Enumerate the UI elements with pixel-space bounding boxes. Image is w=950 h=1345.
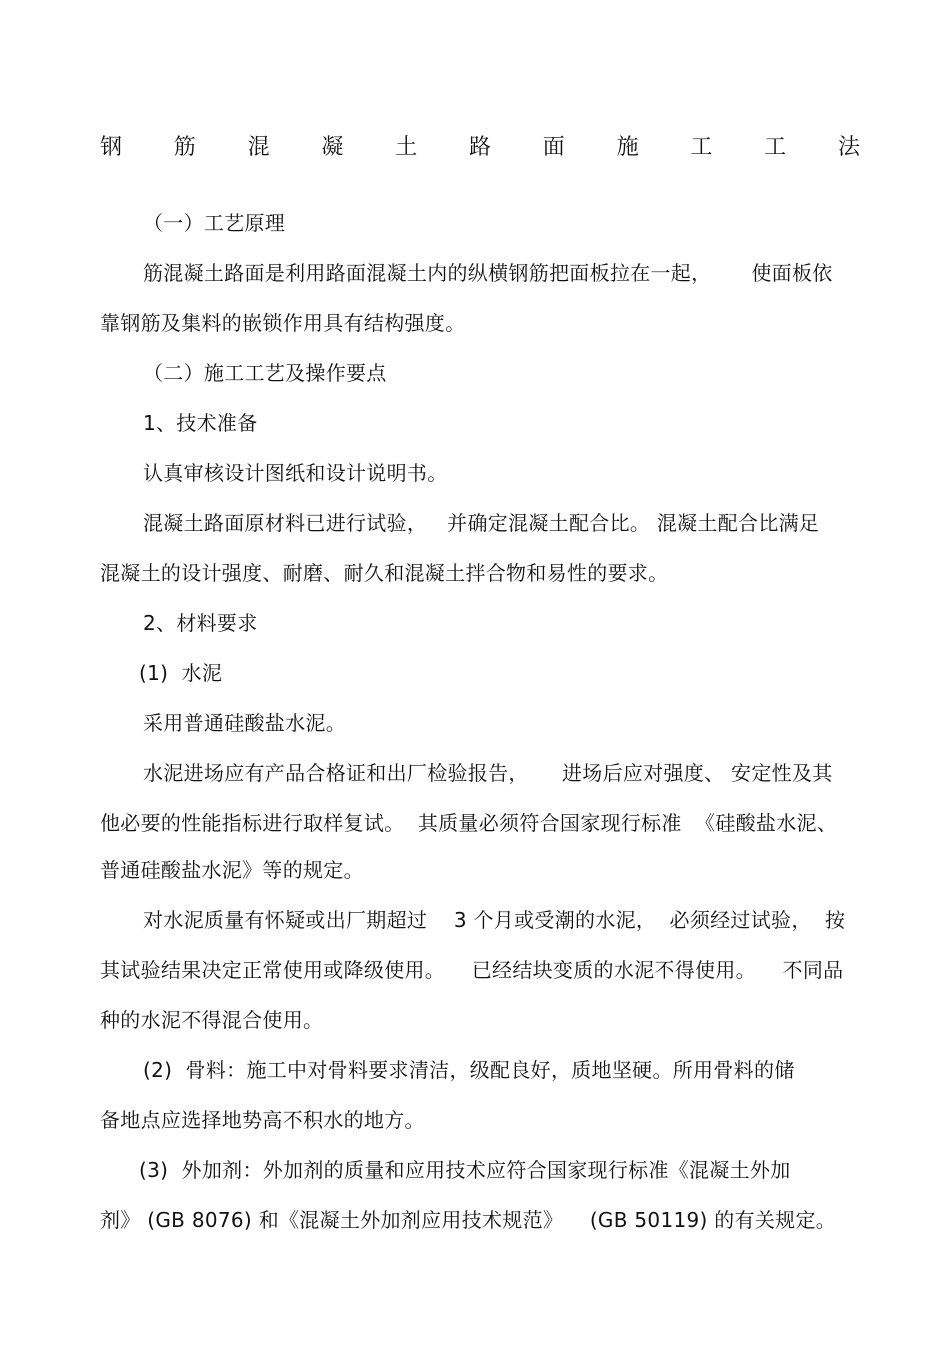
- paragraph-line: 采用普通硅酸盐水泥。: [143, 711, 346, 735]
- item-aggregate: (2) 骨料：施工中对骨料要求清洁，级配良好，质地坚硬。所用骨料的储: [143, 1058, 795, 1082]
- title-char: 钢: [100, 135, 123, 160]
- paragraph-line: 靠钢筋及集料的嵌锁作用具有结构强度。: [100, 311, 466, 335]
- paragraph-line: 水泥进场应有产品合格证和出厂检验报告， 进场后应对强度、 安定性及其: [143, 761, 833, 785]
- section-heading-process: （二）施工工艺及操作要点: [143, 361, 387, 385]
- title-char: 土: [395, 135, 418, 160]
- title-char: 工: [690, 135, 713, 160]
- title-char: 工: [764, 135, 787, 160]
- paragraph-line: 其试验结果决定正常使用或降级使用。 已经结块变质的水泥不得使用。 不同品: [100, 958, 844, 982]
- title-char: 面: [542, 135, 565, 160]
- paragraph-line: 备地点应选择地势高不积水的地方。: [100, 1108, 425, 1132]
- paragraph-line: 普通硅酸盐水泥》等的规定。: [100, 858, 364, 882]
- title-char: 筋: [173, 135, 196, 160]
- title-char: 法: [837, 135, 860, 160]
- subsection-heading-tech-prep: 1、技术准备: [143, 411, 258, 435]
- item-admixture: (3) 外加剂：外加剂的质量和应用技术应符合国家现行标准《混凝土外加: [139, 1158, 791, 1182]
- document-title: [100, 128, 860, 168]
- paragraph-line: 剂》 (GB 8076) 和《混凝土外加剂应用技术规范》 (GB 50119) 的有关规定。: [100, 1208, 837, 1232]
- paragraph-line: 混凝土的设计强度、耐磨、耐久和混凝土拌合物和易性的要求。: [100, 561, 669, 585]
- title-char: 路: [468, 135, 491, 160]
- subsection-heading-materials: 2、材料要求: [143, 611, 258, 635]
- paragraph-line: 混凝土路面原材料已进行试验， 并确定混凝土配合比。 混凝土配合比满足: [143, 511, 820, 535]
- title-char: 凝: [321, 135, 344, 160]
- paragraph-line: 认真审核设计图纸和设计说明书。: [143, 461, 448, 485]
- paragraph-line: 对水泥质量有怀疑或出厂期超过 3 个月或受潮的水泥， 必须经过试验， 按: [143, 908, 846, 932]
- title-char: 混: [247, 135, 270, 160]
- paragraph-line: 筋混凝土路面是利用路面混凝土内的纵横钢筋把面板拉在一起， 使面板依: [143, 261, 833, 285]
- paragraph-line: 种的水泥不得混合使用。: [100, 1008, 324, 1032]
- section-heading-principle: （一）工艺原理: [143, 211, 286, 235]
- title-char: 施: [616, 135, 639, 160]
- paragraph-line: 他必要的性能指标进行取样复试。 其质量必须符合国家现行标准 《硅酸盐水泥、: [100, 811, 838, 835]
- item-heading-cement: (1) 水泥: [139, 661, 223, 685]
